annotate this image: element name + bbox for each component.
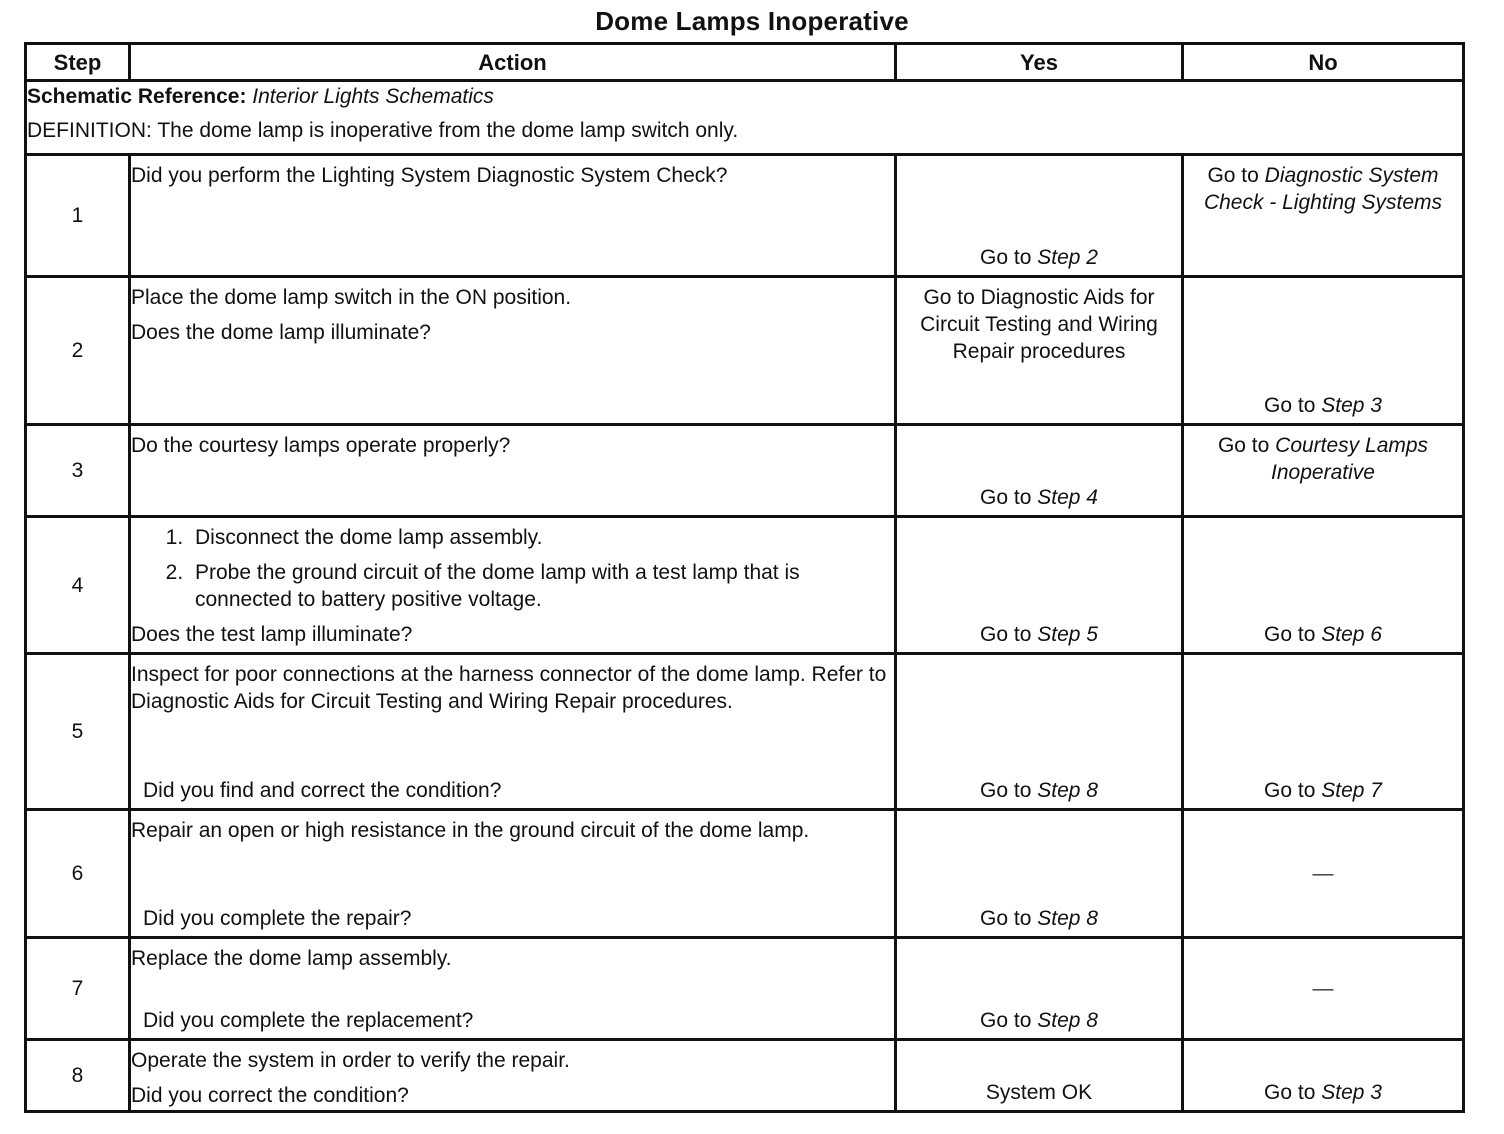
go-to-text: Go to — [980, 246, 1032, 269]
list-item: 1. Disconnect the dome lamp assembly. — [189, 524, 894, 551]
definition-text: The dome lamp is inoperative from the dome lamp switch only. — [157, 119, 739, 142]
step-number: 6 — [26, 810, 130, 938]
action-question: Did you complete the replacement? — [143, 1009, 474, 1032]
yes-link[interactable]: Step 8 — [1037, 1009, 1098, 1032]
table-row — [26, 155, 1464, 277]
yes-link[interactable]: Step 4 — [1037, 486, 1098, 509]
action-text: Replace the dome lamp assembly. — [131, 947, 452, 970]
action-text: Do the courtesy lamps operate properly? — [131, 434, 511, 457]
go-to-text: Go to — [980, 907, 1032, 930]
yes-link[interactable]: Step 5 — [1037, 623, 1098, 646]
action-cell — [130, 155, 896, 277]
action-cell — [130, 654, 896, 810]
no-link[interactable]: Step 3 — [1321, 1081, 1382, 1104]
no-link[interactable]: Step 7 — [1321, 779, 1382, 802]
schematic-label: Schematic Reference: — [27, 85, 247, 108]
action-cell — [130, 425, 896, 517]
no-link[interactable]: Diagnostic System Check - Lighting Systems — [1203, 164, 1443, 214]
yes-text[interactable]: System OK — [985, 1081, 1093, 1104]
step-number: 4 — [26, 517, 130, 654]
header-action: Action — [130, 44, 896, 81]
step-number: 5 — [26, 654, 130, 810]
yes-text[interactable]: Go to Diagnostic Aids for Circuit Testing and Wiring Repair procedures — [920, 286, 1158, 363]
schematic-link[interactable]: Interior Lights Schematics — [252, 85, 494, 108]
action-question: Does the test lamp illuminate? — [131, 623, 413, 646]
diagnostic-table — [24, 42, 1465, 1113]
table-row — [26, 517, 1464, 654]
definition — [27, 116, 1462, 150]
no-cell — [1183, 425, 1464, 517]
step-number: 2 — [26, 277, 130, 425]
go-to-text: Go to — [1264, 779, 1316, 802]
action-text: Repair an open or high resistance in the ground circuit of the dome lamp. — [131, 819, 810, 842]
action-cell — [130, 1040, 896, 1112]
go-to-text: Go to — [1264, 623, 1316, 646]
action-question: Does the dome lamp illuminate? — [131, 321, 431, 344]
action-cell — [130, 810, 896, 938]
reference-cell — [26, 81, 1464, 155]
no-cell — [1183, 155, 1464, 277]
yes-cell — [896, 810, 1183, 938]
reference-row — [26, 81, 1464, 155]
no-cell — [1183, 277, 1464, 425]
no-cell — [1183, 654, 1464, 810]
yes-cell — [896, 277, 1183, 425]
yes-link[interactable]: Step 2 — [1037, 246, 1098, 269]
no-cell — [1183, 810, 1464, 938]
action-question: Did you find and correct the condition? — [143, 779, 502, 802]
go-to-text: Go to — [1264, 1081, 1316, 1104]
yes-cell — [896, 654, 1183, 810]
table-row — [26, 277, 1464, 425]
step-number: 8 — [26, 1040, 130, 1112]
definition-label: DEFINITION: — [27, 119, 152, 142]
action-text: Inspect for poor connections at the harness connector of the dome lamp. Refer to Diagnostic Aids for Circuit Testing and Wiring Repair procedures. — [131, 663, 887, 713]
table-row — [26, 938, 1464, 1040]
action-cell — [130, 517, 896, 654]
no-cell — [1183, 938, 1464, 1040]
header-yes: Yes — [896, 44, 1183, 81]
go-to-text: Go to — [980, 623, 1032, 646]
yes-link[interactable]: Step 8 — [1037, 779, 1098, 802]
schematic-reference — [27, 82, 1462, 116]
no-text — [1184, 162, 1462, 216]
go-to-text: Go to — [980, 779, 1032, 802]
table-row — [26, 654, 1464, 810]
action-text: Place the dome lamp switch in the ON position. — [131, 286, 572, 309]
go-to-text: Go to — [1264, 394, 1316, 417]
no-cell — [1183, 517, 1464, 654]
go-to-text: Go to — [1207, 164, 1259, 187]
table-row — [26, 425, 1464, 517]
yes-link[interactable]: Step 8 — [1037, 907, 1098, 930]
table-row — [26, 810, 1464, 938]
yes-cell — [896, 155, 1183, 277]
action-cell — [130, 277, 896, 425]
list-item: 2. Probe the ground circuit of the dome lamp with a test lamp that is connected to battery positive voltage. — [189, 559, 894, 613]
yes-cell — [896, 425, 1183, 517]
action-question: Did you correct the condition? — [131, 1084, 409, 1107]
yes-cell — [896, 1040, 1183, 1112]
no-text — [1184, 432, 1462, 486]
no-link[interactable]: Step 6 — [1321, 623, 1382, 646]
no-dash: — — [1312, 977, 1334, 1000]
no-link[interactable]: Step 3 — [1321, 394, 1382, 417]
action-question: Did you complete the repair? — [143, 907, 412, 930]
header-row — [26, 44, 1464, 81]
action-cell — [130, 938, 896, 1040]
procedure-list — [131, 524, 894, 613]
header-step: Step — [26, 44, 130, 81]
step-number: 1 — [26, 155, 130, 277]
header-no: No — [1183, 44, 1464, 81]
go-to-text: Go to — [980, 1009, 1032, 1032]
action-text: Operate the system in order to verify the repair. — [131, 1049, 570, 1072]
yes-cell — [896, 517, 1183, 654]
go-to-text: Go to — [1217, 434, 1270, 457]
action-text: Did you perform the Lighting System Diagnostic System Check? — [131, 164, 728, 187]
table-row — [26, 1040, 1464, 1112]
go-to-text: Go to — [980, 486, 1032, 509]
page-title: Dome Lamps Inoperative — [595, 6, 909, 36]
step-number: 3 — [26, 425, 130, 517]
no-dash: — — [1312, 862, 1334, 885]
step-number: 7 — [26, 938, 130, 1040]
no-link[interactable]: Courtesy Lamps Inoperative — [1271, 434, 1429, 484]
no-cell — [1183, 1040, 1464, 1112]
yes-cell — [896, 938, 1183, 1040]
